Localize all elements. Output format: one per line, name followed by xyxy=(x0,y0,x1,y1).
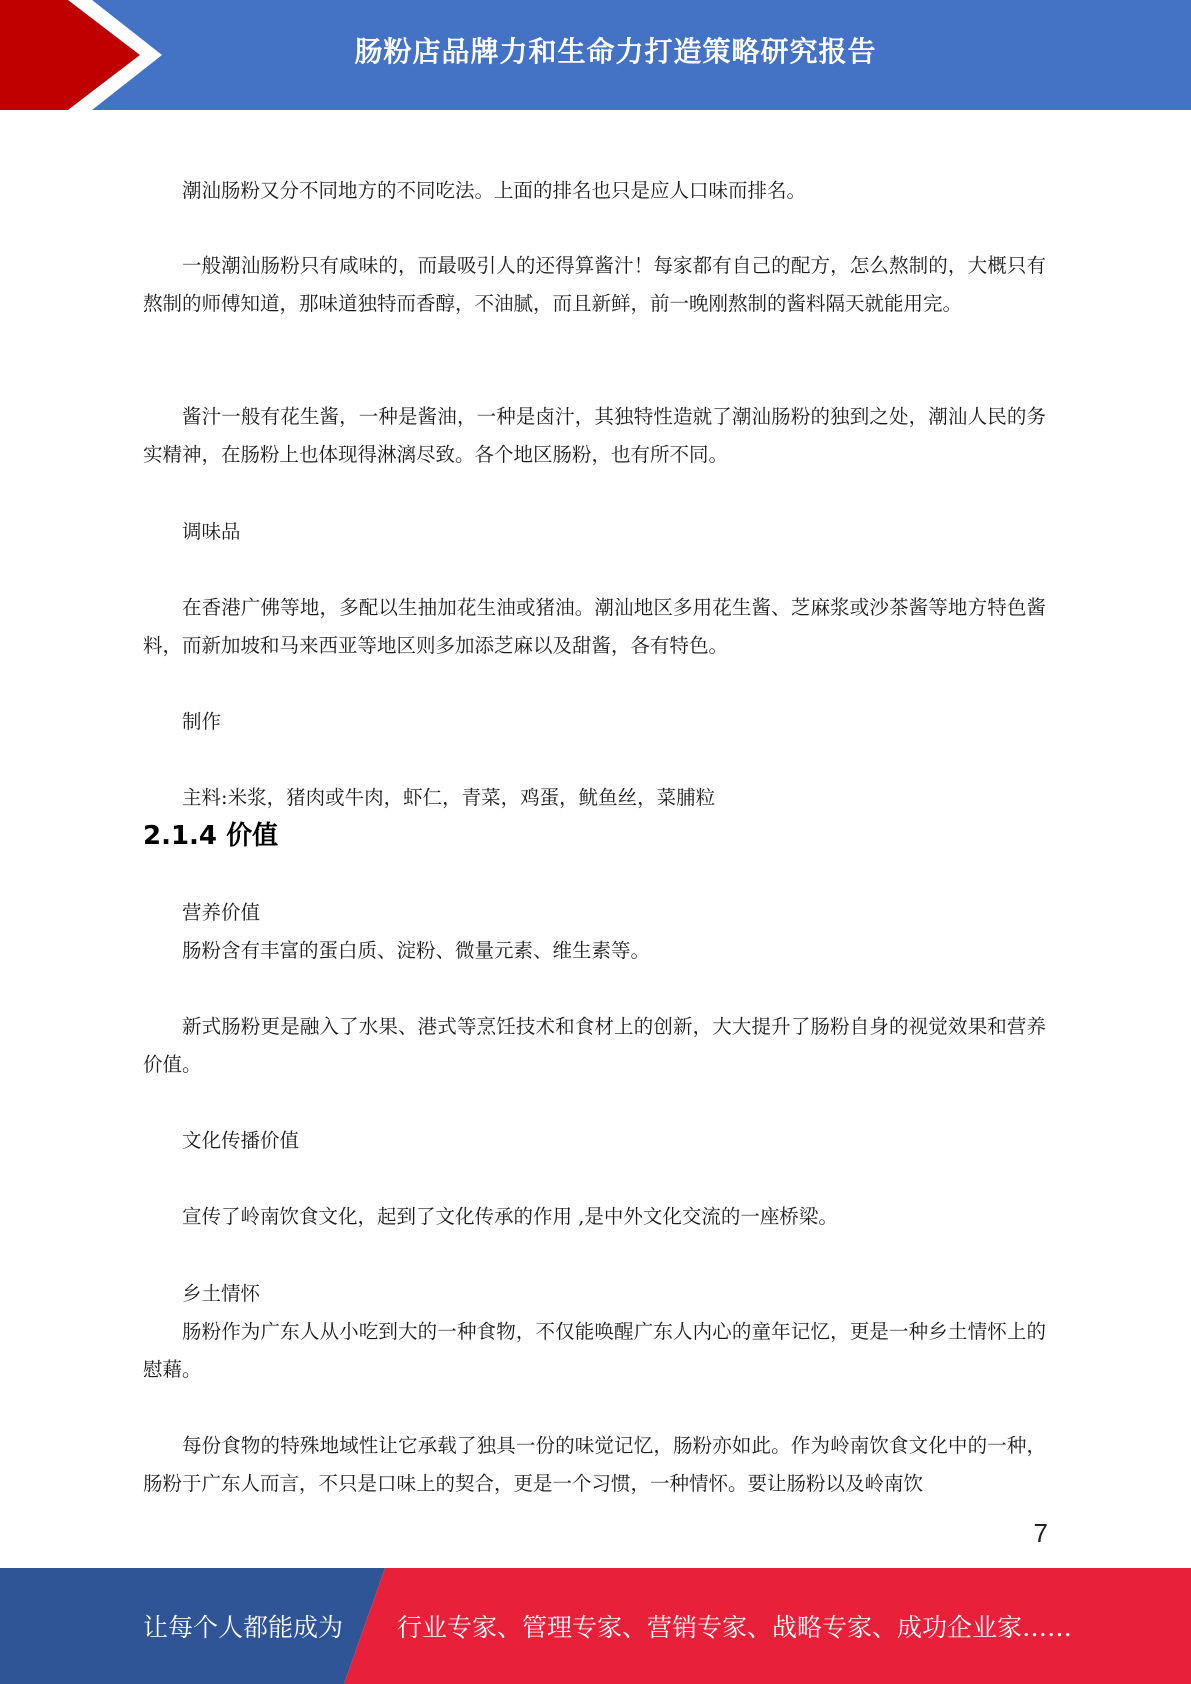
paragraph: 肠粉作为广东人从小吃到大的一种食物，不仅能唤醒广东人内心的童年记忆，更是一种乡土情怀上的慰藉。 xyxy=(143,1320,1046,1381)
subheading-nutrition: 营养价值 xyxy=(182,901,261,924)
page-header xyxy=(0,0,1191,110)
paragraph: 酱汁一般有花生酱，一种是酱油，一种是卤汁，其独特性造就了潮汕肠粉的独到之处，潮汕人民的务实精神，在肠粉上也体现得淋漓尽致。各个地区肠粉，也有所不同。 xyxy=(143,405,1046,466)
paragraph: 在香港广佛等地，多配以生抽加花生油或猪油。潮汕地区多用花生酱、芝麻浆或沙茶酱等地方特色酱料，而新加坡和马来西亚等地区则多加添芝麻以及甜酱，各有特色。 xyxy=(143,596,1046,657)
footer-slogan-right: 行业专家、管理专家、营销专家、战略专家、成功企业家…… xyxy=(397,1613,1073,1642)
subheading-culture: 文化传播价值 xyxy=(182,1129,300,1152)
page-footer xyxy=(0,1568,1191,1684)
document-title: 肠粉店品牌力和生命力打造策略研究报告 xyxy=(354,35,877,68)
paragraph: 主料:米浆，猪肉或牛肉，虾仁，青菜，鸡蛋，鱿鱼丝，菜脯粒 xyxy=(182,786,716,809)
subheading-hometown: 乡土情怀 xyxy=(182,1282,261,1305)
subheading-production: 制作 xyxy=(182,710,222,733)
section-heading: 2.1.4 价值 xyxy=(143,821,279,851)
paragraph: 潮汕肠粉又分不同地方的不同吃法。上面的排名也只是应人口味而排名。 xyxy=(182,179,807,202)
paragraph: 宣传了岭南饮食文化，起到了文化传承的作用 ,是中外文化交流的一座桥梁。 xyxy=(182,1205,838,1228)
paragraph: 肠粉含有丰富的蛋白质、淀粉、微量元素、维生素等。 xyxy=(182,939,651,962)
page-number: 7 xyxy=(1033,1518,1048,1548)
paragraph: 每份食物的特殊地域性让它承载了独具一份的味觉记忆，肠粉亦如此。作为岭南饮食文化中的一种，肠粉于广东人而言，不只是口味上的契合，更是一个习惯，一种情怀。要让肠粉以及岭南饮 xyxy=(143,1434,1046,1495)
paragraph: 一般潮汕肠粉只有咸味的，而最吸引人的还得算酱汁！每家都有自己的配方，怎么熬制的，大概只有熬制的师傅知道，那味道独特而香醇，不油腻，而且新鲜，前一晚刚熬制的酱料隔天就能用完。 xyxy=(143,254,1046,315)
paragraph: 新式肠粉更是融入了水果、港式等烹饪技术和食材上的创新，大大提升了肠粉自身的视觉效果和营养价值。 xyxy=(143,1015,1046,1076)
subheading-seasoning: 调味品 xyxy=(182,520,241,543)
footer-slogan-left: 让每个人都能成为 xyxy=(143,1613,344,1642)
